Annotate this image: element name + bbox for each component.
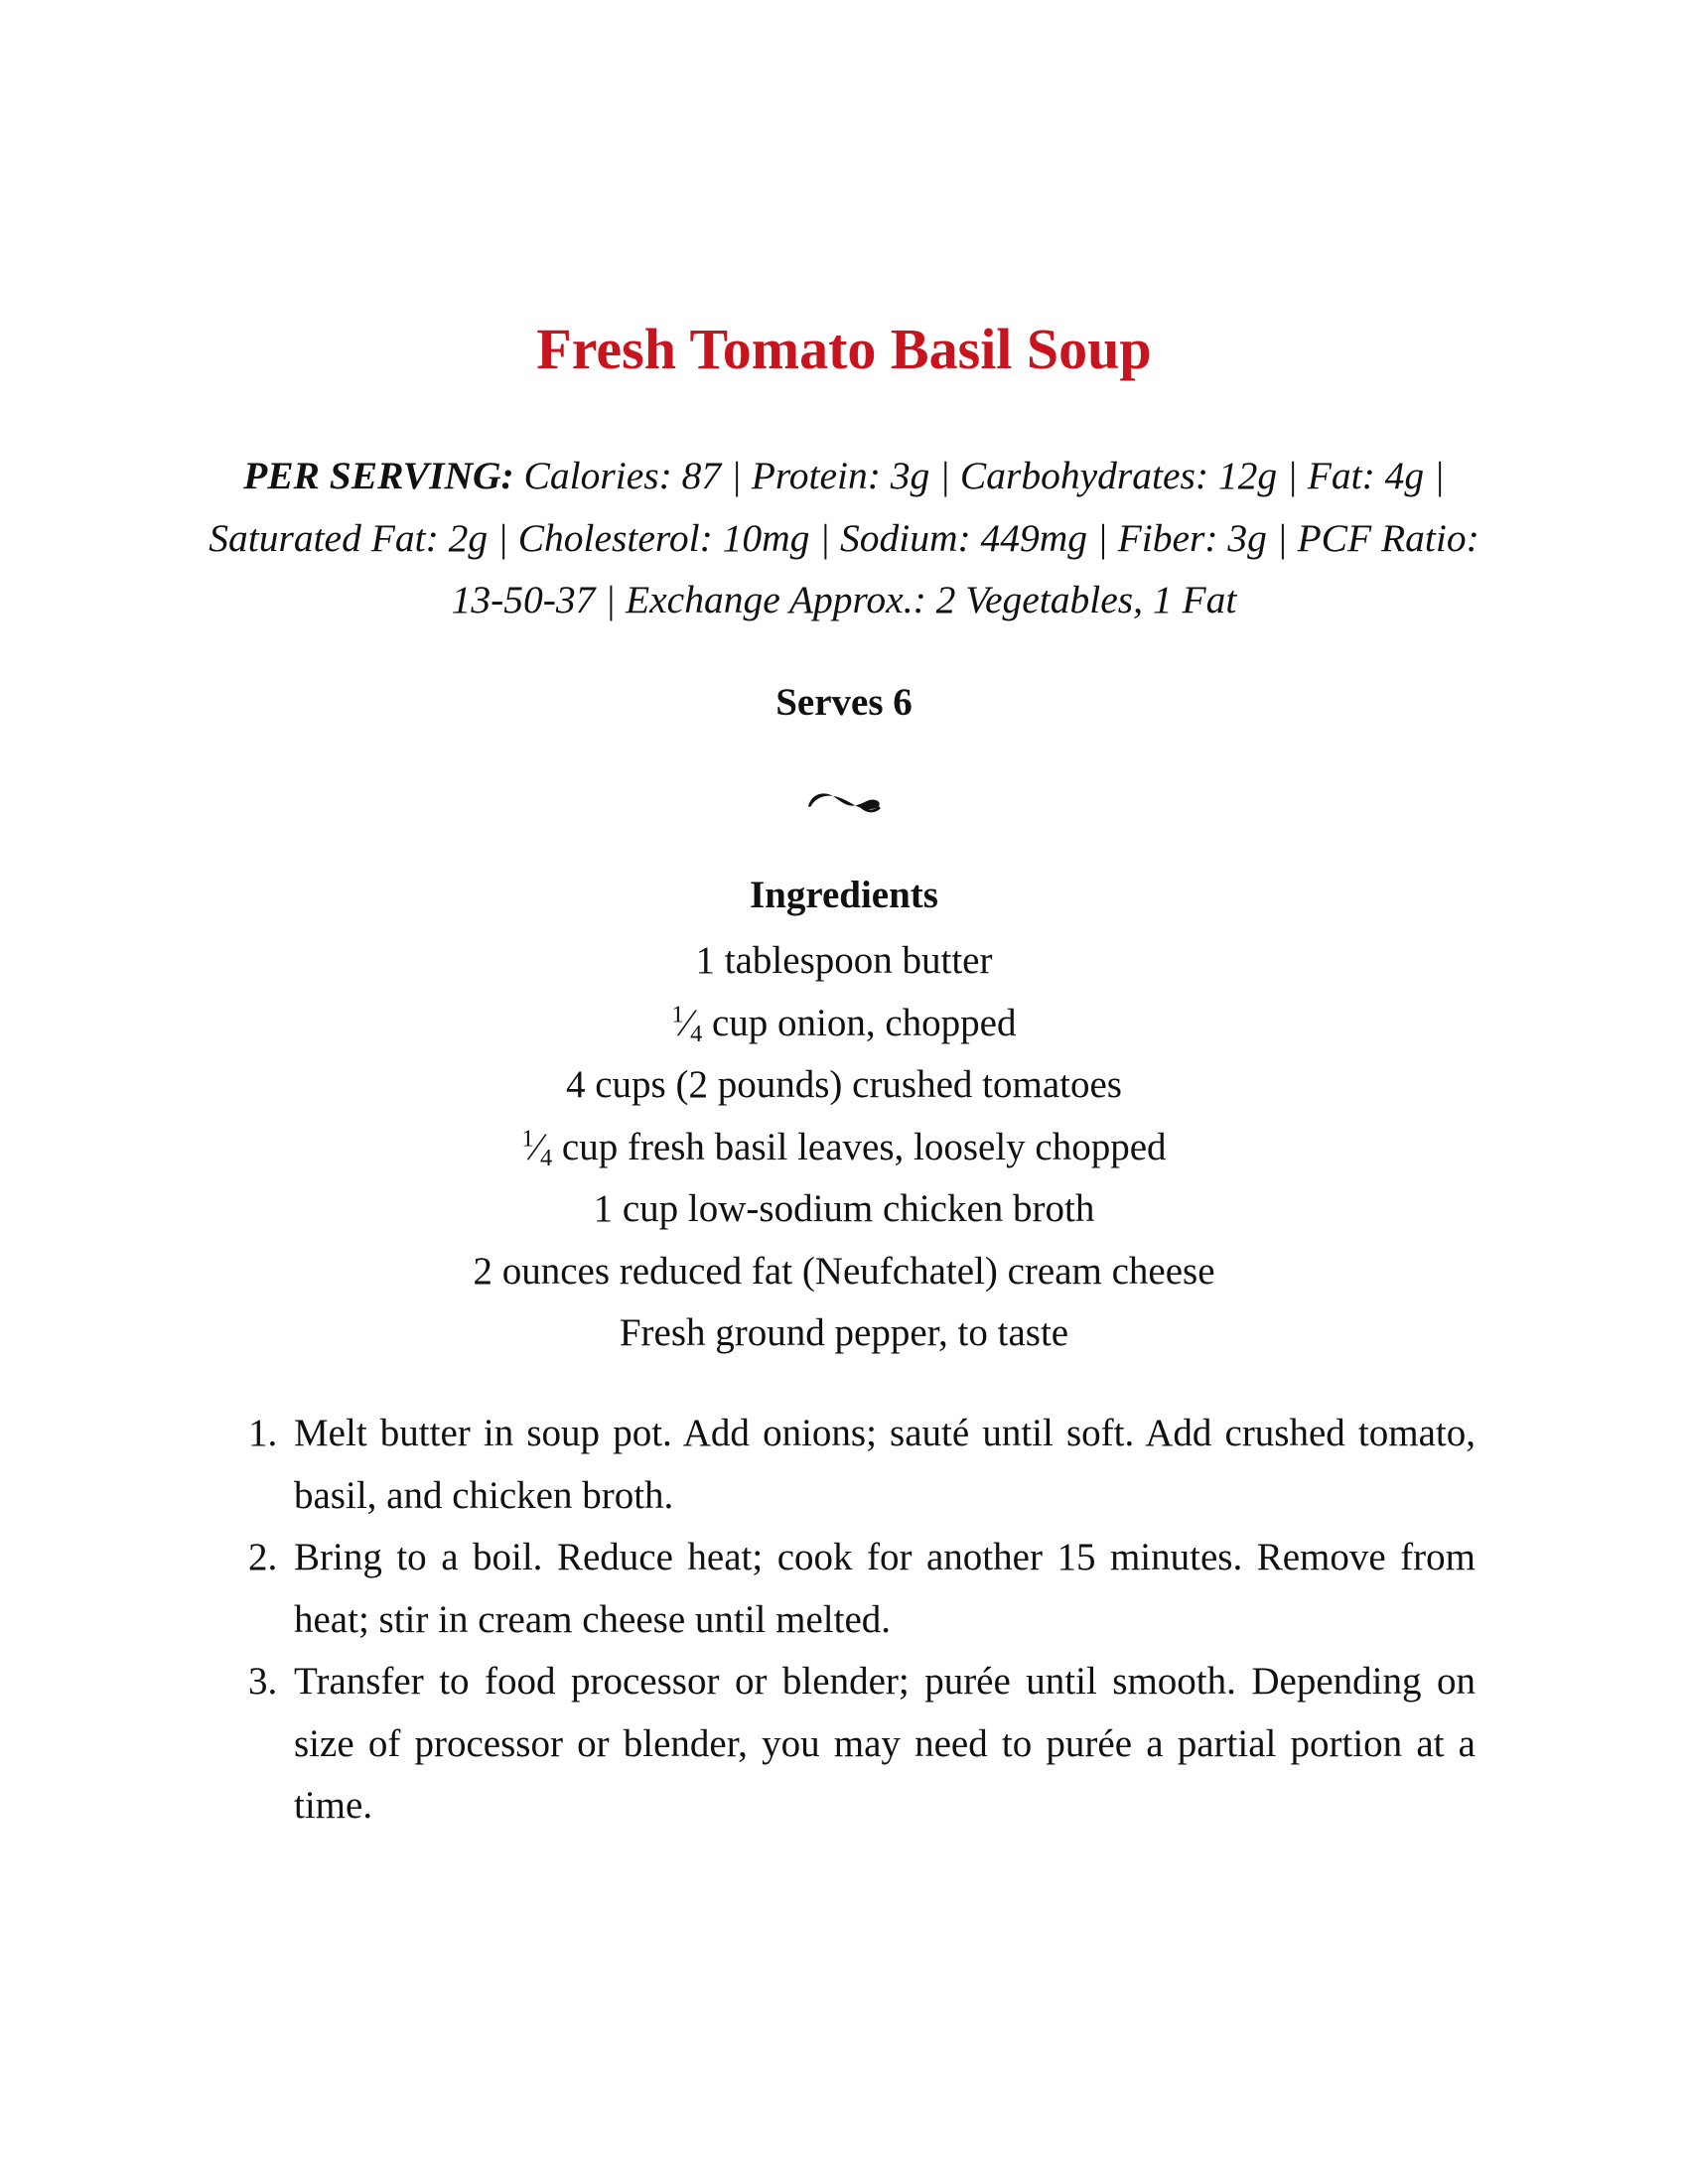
ingredient-item: [0, 1302, 1688, 1365]
nutrition-text: Calories: 87 | Protein: 3g | Carbohydrates: 12g | Fat: 4g | Saturated Fat: 2g | Cholesterol: 10mg | Sodium: 449mg | Fiber: 3g | PCF Ratio: 13-50-37 | Exchange Approx.: 2 Vegetables, 1 Fat: [209, 454, 1479, 621]
ingredient-item: [0, 1241, 1688, 1303]
ingredient-text: 4 cups (2 pounds) crushed tomatoes: [566, 1063, 1122, 1106]
fraction-denominator: 4: [690, 1020, 703, 1047]
instruction-step: [248, 1651, 1476, 1838]
ingredient-text: 2 ounces reduced fat (Neufchatel) cream cheese: [473, 1249, 1215, 1293]
ingredient-item: [0, 1117, 1688, 1179]
fraction-slash: ⁄: [533, 1125, 541, 1168]
instructions-list: [248, 1403, 1476, 1838]
ingredient-text: 1 tablespoon butter: [695, 939, 993, 982]
ingredient-text: Fresh ground pepper, to taste: [619, 1311, 1069, 1354]
step-text: Bring to a boil. Reduce heat; cook for another 15 minutes. Remove from heat; stir in cream cheese until melted.: [294, 1536, 1476, 1641]
step-number: 1.: [248, 1412, 278, 1454]
ingredient-text: 1 cup low-sodium chicken broth: [593, 1187, 1095, 1230]
fraction-numerator: 1: [521, 1125, 534, 1153]
instruction-step: [248, 1403, 1476, 1527]
ingredient-text: cup onion, chopped: [702, 1001, 1017, 1044]
recipe-title: Fresh Tomato Basil Soup: [536, 317, 1152, 381]
ingredient-text: cup fresh basil leaves, loosely chopped: [552, 1125, 1167, 1168]
nutrition-label: PER SERVING:: [243, 454, 514, 497]
step-text: Melt butter in soup pot. Add onions; sauté until soft. Add crushed tomato, basil, and chicken broth.: [294, 1412, 1476, 1517]
ingredient-item: [0, 1178, 1688, 1241]
step-text: Transfer to food processor or blender; purée until smooth. Depending on size of processor or blender, you may need to purée a partial portion at a time.: [294, 1660, 1476, 1827]
ingredients-heading: Ingredients: [750, 874, 938, 916]
fraction-denominator: 4: [540, 1144, 553, 1171]
nutrition-info: [209, 445, 1479, 631]
fraction-slash: ⁄: [683, 1001, 691, 1044]
ingredients-list: [0, 930, 1688, 1365]
step-number: 3.: [248, 1660, 278, 1703]
ingredient-item: [0, 1054, 1688, 1117]
swash-ornament-icon: [804, 784, 884, 816]
ingredient-item: [0, 993, 1688, 1055]
ingredient-fraction: [671, 1001, 703, 1047]
step-number: 2.: [248, 1536, 278, 1578]
fraction-numerator: 1: [671, 1001, 684, 1028]
serves-count: Serves 6: [775, 681, 913, 724]
ingredient-fraction: [521, 1125, 553, 1171]
instruction-step: [248, 1527, 1476, 1651]
ingredient-item: [0, 930, 1688, 993]
